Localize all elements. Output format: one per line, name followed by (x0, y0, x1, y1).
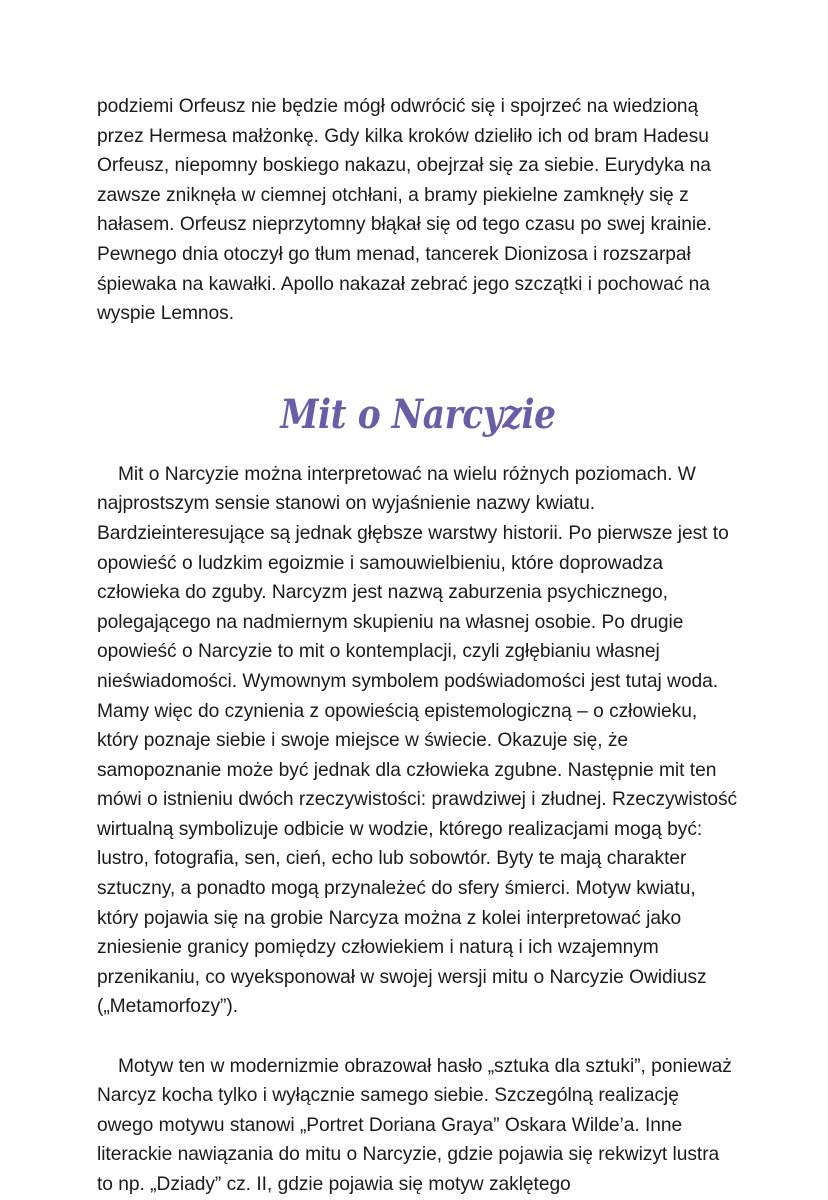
page-content (97, 92, 739, 1200)
body-paragraph-narcyz-modernizm: Motyw ten w modernizmie obrazował hasło „sztuka dla sztuki”, ponieważ Narcyz kocha tylko i wyłącznie samego siebie. Szczególną realizację owego motywu stanowi „Portret Doriana Graya” Oskara Wilde’a. Inne literackie nawiązania do mitu o Narcyzie, gdzie pojawia się rekwizyt lustra to np. „Dziady” cz. II, gdzie pojawia się motyw zaklętego (97, 1055, 732, 1195)
spacer-after-heading (97, 437, 739, 460)
spacer-before-heading (97, 329, 739, 393)
spacer-between-paragraphs (97, 1022, 739, 1052)
section-heading: Mit o Narcyzie (280, 390, 556, 438)
intro-paragraph: podziemi Orfeusz nie będzie mógł odwrócić się i spojrzeć na wiedzioną przez Hermesa małżonkę. Gdy kilka kroków dzieliło ich od bram Hadesu Orfeusz, niepomny boskiego nakazu, obejrzał się za siebie. Eurydyka na zawsze zniknęła w ciemnej otchłani, a bramy piekielne zamknęły się z hałasem. Orfeusz nieprzytomny błąkał się od tego czasu po swej krainie. Pewnego dnia otoczył go tłum menad, tancerek Dionizosa i rozszarpał śpiewaka na kawałki. Apollo nakazał zebrać jego szczątki i pochować na wyspie Lemnos. (97, 96, 712, 325)
body-paragraph-narcyz-interpretacje: Mit o Narcyzie można interpretować na wielu różnych poziomach. W najprostszym sensie stanowi on wyjaśnienie nazwy kwiatu. Bardzieinteresujące są jednak głębsze warstwy historii. Po pierwsze jest to opowieść o ludzkim egoizmie i samouwielbieniu, które doprowadza człowieka do zguby. Narcyzm jest nazwą zaburzenia psychicznego, polegającego na nadmiernym skupieniu na własnej osobie. Po drugie opowieść o Narcyzie to mit o kontemplacji, czyli zgłębianiu własnej nieświadomości. Wymownym symbolem podświadomości jest tutaj woda. Mamy więc do czynienia z opowieścią epistemologiczną – o człowieku, który poznaje siebie i swoje miejsce w świecie. Okazuje się, że samopoznanie może być jednak dla człowieka zgubne. Następnie mit ten mówi o istnieniu dwóch rzeczywistości: prawdziwej i złudnej. Rzeczywistość wirtualną symbolizuje odbicie w wodzie, którego realizacjami mogą być: lustro, fotografia, sen, cień, echo lub sobowtór. Byty te mają charakter sztuczny, a ponadto mogą przynależeć do sfery śmierci. Motyw kwiatu, który pojawia się na grobie Narcyza można z kolei interpretować jako zniesienie granicy pomiędzy człowiekiem i naturą i ich wzajemnym przenikaniu, co wyeksponował w swojej wersji mitu o Narcyzie Owidiusz („Metamorfozy”). (97, 463, 738, 1018)
section-heading-container (97, 390, 739, 438)
